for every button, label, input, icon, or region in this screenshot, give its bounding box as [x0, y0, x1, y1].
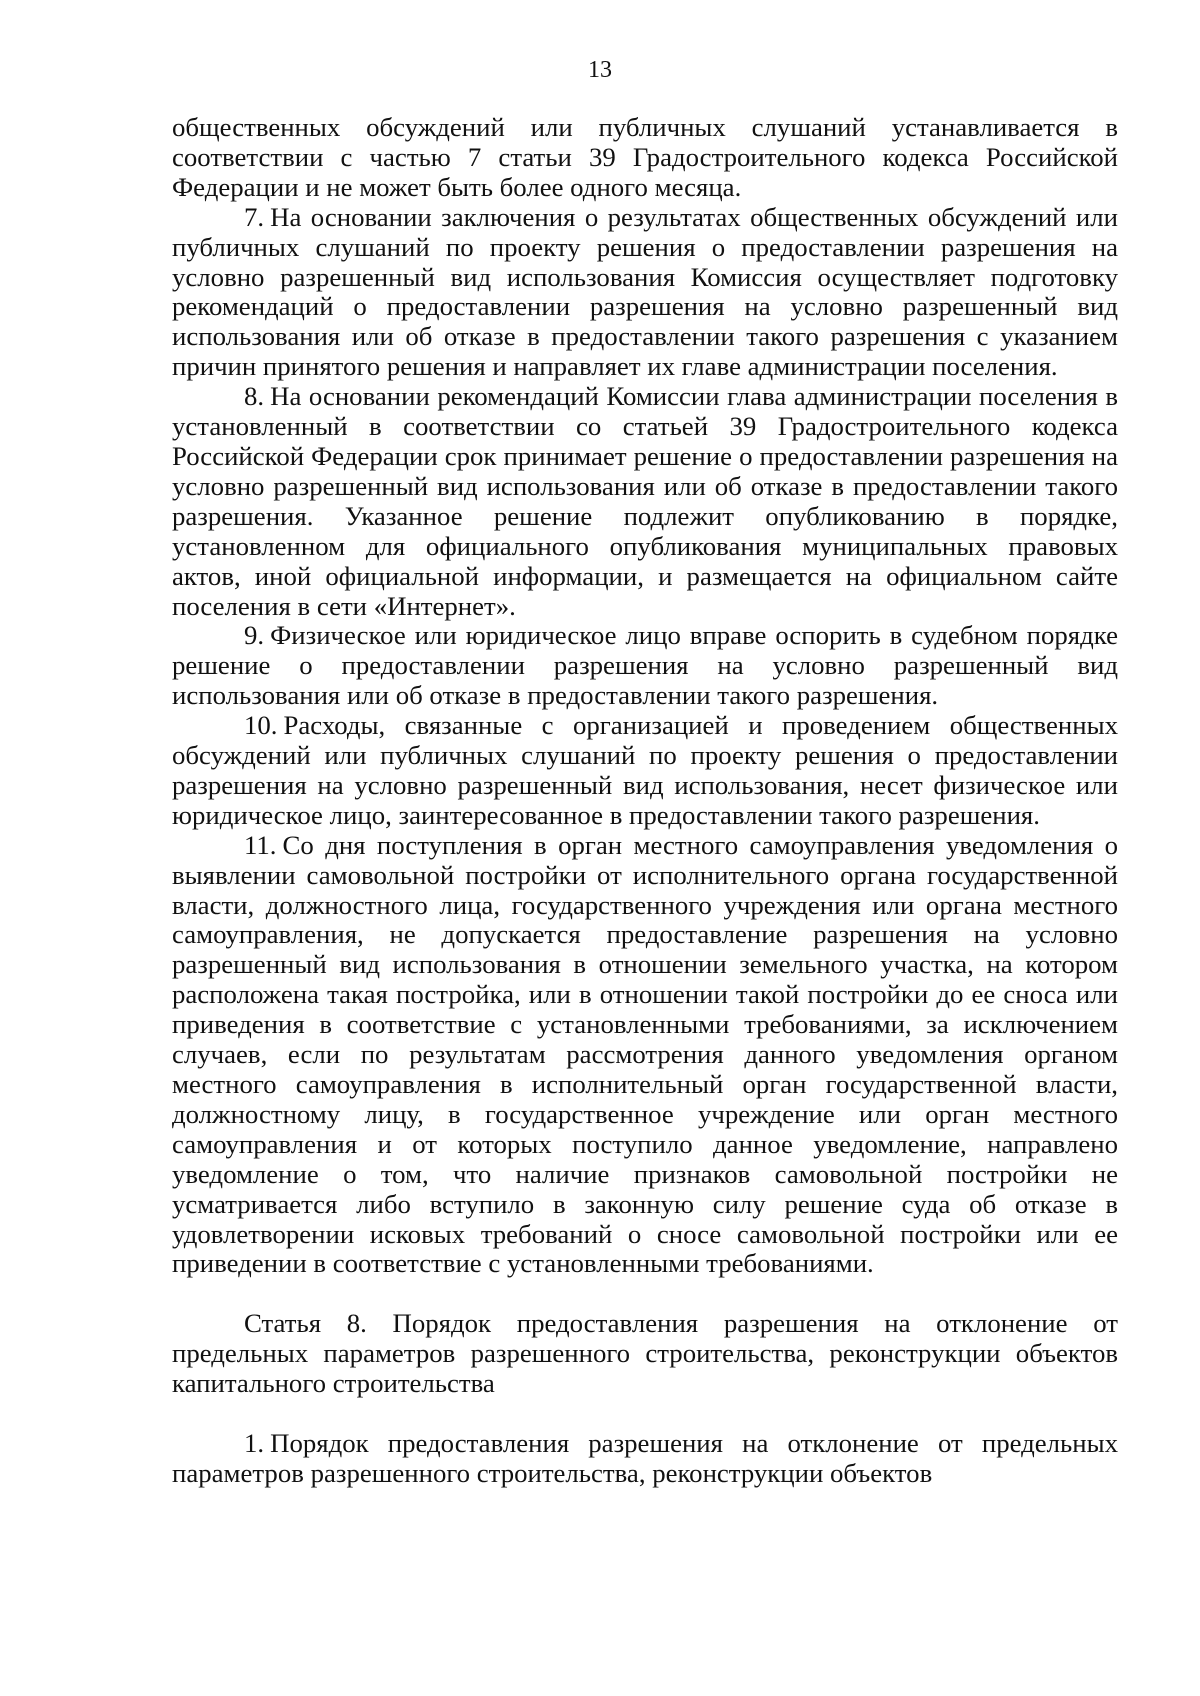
paragraph-text: общественных обсуждений или публичных слушаний устанавливается в соответствии с частью 7 статьи 39 Градостроительного кодекса Российской Федерации и не может быть более одного месяца.	[172, 112, 1118, 202]
article-title: Статья 8. Порядок предоставления разрешения на отклонение от предельных параметров разрешенного строительства, реконструкции объектов капитального строительства	[172, 1308, 1118, 1399]
paragraph-text: На основании рекомендаций Комиссии глава администрации поселения в установленный в соответствии со статьей 39 Градостроительного кодекса Российской Федерации срок принимает решение о предоставлении разрешения на условно разрешенный вид использования или об отказе в предоставлении такого разрешения. Указанное решение подлежит опубликованию в порядке, установленном для официального опубликования муниципальных правовых актов, иной официальной информации, и размещается на официальном сайте поселения в сети «Интернет».	[172, 381, 1118, 621]
paragraph-text: На основании заключения о результатах общественных обсуждений или публичных слушаний по проекту решения о предоставлении разрешения на условно разрешенный вид использования Комиссия осуществляет подготовку рекомендаций о предоставлении разрешения на условно разрешенный вид использования или об отказе в предоставлении такого разрешения с указанием причин принятого решения и направляет их главе администрации поселения.	[172, 201, 1118, 382]
article-8-paragraph-1	[172, 1429, 1118, 1489]
paragraph-text: Со дня поступления в орган местного самоуправления уведомления о выявлении самовольной постройки от исполнительного органа государственной власти, должностного лица, государственного учреждения или органа местного самоуправления, не допускается предоставление разрешения на условно разрешенный вид использования в отношении земельного участка, на котором расположена такая постройка, или в отношении такой постройки до ее сноса или приведения в соответствие с установленными требованиями, за исключением случаев, если по результатам рассмотрения данного уведомления органом местного самоуправления в исполнительный орган государственной власти, должностному лицу, в государственное учреждение или орган местного самоуправления и от которых поступило данное уведомление, направлено уведомление о том, что наличие признаков самовольной постройки не усматривается либо вступило в законную силу решение суда об отказе в удовлетворении исковых требований о сносе самовольной постройки или ее приведении в соответствие с установленными требованиями.	[172, 829, 1118, 1279]
paragraph-continuation	[172, 113, 1118, 203]
paragraph-number: 9.	[244, 620, 265, 651]
paragraph-number: 8.	[244, 381, 265, 412]
paragraph-text: Расходы, связанные с организацией и проведением общественных обсуждений или публичных слушаний по проекту решения о предоставлении разрешения на условно разрешенный вид использования, несет физическое или юридическое лицо, заинтересованное в предоставлении такого разрешения.	[172, 710, 1118, 830]
paragraph-7	[172, 203, 1118, 382]
page-number: 13	[588, 57, 612, 83]
paragraph-8	[172, 382, 1118, 621]
document-body	[172, 113, 1118, 1489]
paragraph-10	[172, 711, 1118, 831]
paragraph-number: 10.	[244, 710, 278, 741]
paragraph-number: 1.	[244, 1428, 265, 1459]
paragraph-text: Порядок предоставления разрешения на отклонение от предельных параметров разрешенного строительства, реконструкции объектов	[172, 1428, 1118, 1488]
paragraph-number: 7.	[244, 201, 265, 232]
paragraph-11	[172, 831, 1118, 1280]
paragraph-number: 11.	[244, 829, 277, 860]
paragraph-9	[172, 621, 1118, 711]
paragraph-text: Физическое или юридическое лицо вправе оспорить в судебном порядке решение о предоставлении разрешения на условно разрешенный вид использования или об отказе в предоставлении такого разрешения.	[172, 620, 1118, 711]
